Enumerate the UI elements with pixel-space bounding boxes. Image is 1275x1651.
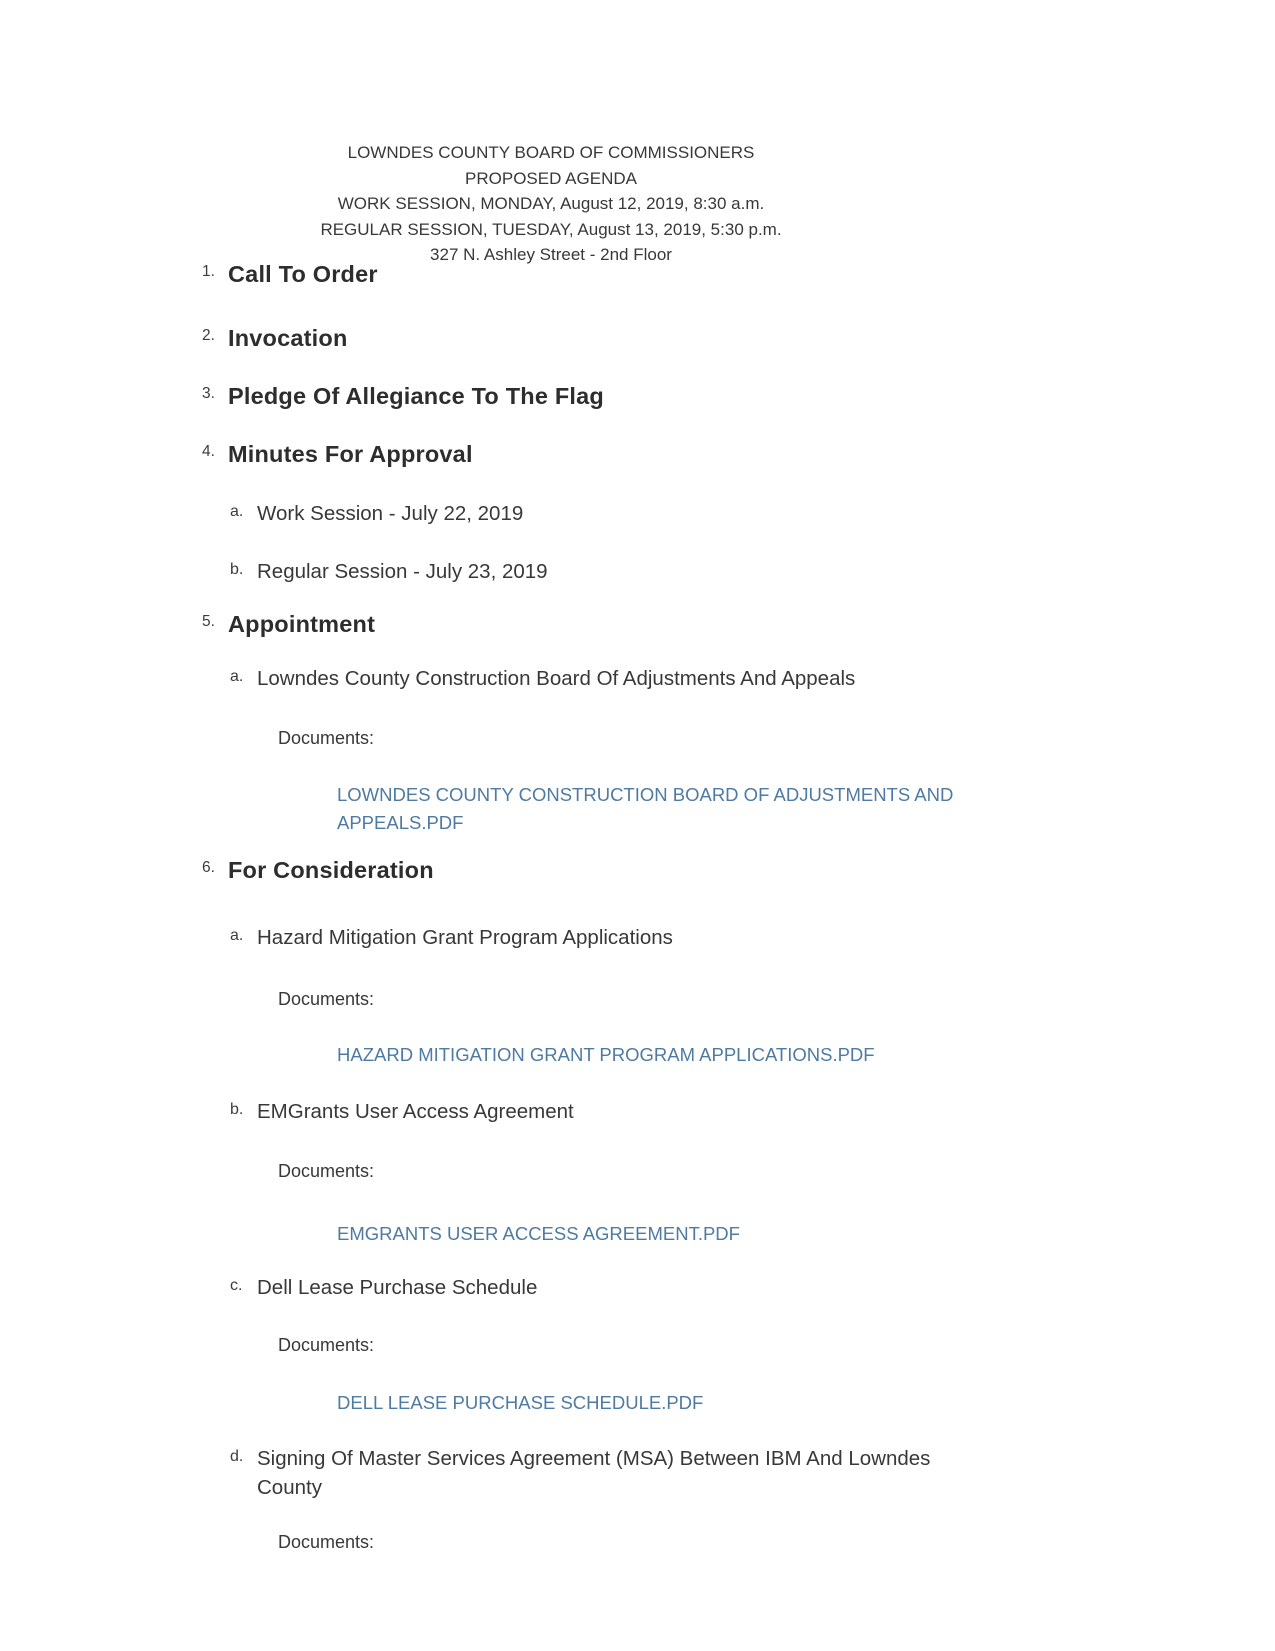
item-text: EMGrants User Access Agreement [257,1100,574,1123]
section-number: 4. [202,443,215,460]
agenda-item-hazard-mitigation [230,924,673,953]
section-title: For Consideration [228,857,434,883]
agenda-item-emgrants [230,1098,574,1127]
item-text: Regular Session - July 23, 2019 [257,560,548,583]
section-heading-for-consideration [202,857,434,884]
section-heading-minutes [202,441,473,468]
agenda-item-construction-board [230,665,855,694]
item-text: Lowndes County Construction Board Of Adjustments And Appeals [257,667,856,690]
document-link-hazard-mitigation-pdf[interactable]: HAZARD MITIGATION GRANT PROGRAM APPLICATIONS.PDF [337,1044,875,1065]
documents-label: Documents: [278,728,375,748]
item-letter: b. [230,1101,244,1118]
item-letter: d. [230,1448,244,1465]
agenda-item-work-session-minutes [230,500,523,529]
header-line-address: 327 N. Ashley Street - 2nd Floor [430,245,672,264]
header-line-regular-session: REGULAR SESSION, TUESDAY, August 13, 2019, 5:30 p.m. [320,219,782,239]
agenda-item-ibm-msa [230,1445,937,1502]
document-link-emgrants-pdf[interactable]: EMGRANTS USER ACCESS AGREEMENT.PDF [337,1223,740,1244]
header-line-doc-title: PROPOSED AGENDA [465,168,637,188]
section-title: Appointment [228,611,376,637]
section-heading-invocation [202,325,348,352]
agenda-item-dell-lease [230,1274,537,1303]
document-link-dell-lease-pdf[interactable]: DELL LEASE PURCHASE SCHEDULE.PDF [337,1392,704,1413]
section-number: 6. [202,859,215,876]
section-title: Call To Order [228,261,378,287]
section-number: 2. [202,327,215,344]
item-letter: a. [230,668,244,685]
documents-label: Documents: [278,1335,375,1355]
item-letter: a. [230,503,244,520]
section-heading-appointment [202,611,375,638]
item-text: Signing Of Master Services Agreement (MSA) Between IBM And Lowndes County [257,1447,931,1499]
section-number: 1. [202,263,215,280]
header-line-work-session: WORK SESSION, MONDAY, August 12, 2019, 8:30 a.m. [337,194,765,213]
section-heading-call-to-order [202,261,378,288]
section-number: 3. [202,385,215,402]
section-title: Minutes For Approval [228,441,473,467]
item-text: Hazard Mitigation Grant Program Applications [257,926,673,949]
section-number: 5. [202,613,215,630]
document-link-construction-board-pdf[interactable]: LOWNDES COUNTY CONSTRUCTION BOARD OF ADJUSTMENTS AND APPEALS.PDF [337,784,954,833]
item-letter: c. [230,1277,243,1294]
section-title: Invocation [228,325,348,351]
documents-label: Documents: [278,989,375,1009]
document-header [0,140,1102,268]
item-text: Work Session - July 22, 2019 [257,502,524,525]
documents-label: Documents: [278,1532,375,1552]
section-title: Pledge Of Allegiance To The Flag [228,383,604,409]
section-heading-pledge [202,383,604,410]
item-letter: a. [230,927,244,944]
agenda-item-regular-session-minutes [230,558,548,587]
item-text: Dell Lease Purchase Schedule [257,1276,538,1299]
documents-label: Documents: [278,1161,375,1181]
header-line-org: LOWNDES COUNTY BOARD OF COMMISSIONERS [347,143,755,162]
item-letter: b. [230,561,244,578]
